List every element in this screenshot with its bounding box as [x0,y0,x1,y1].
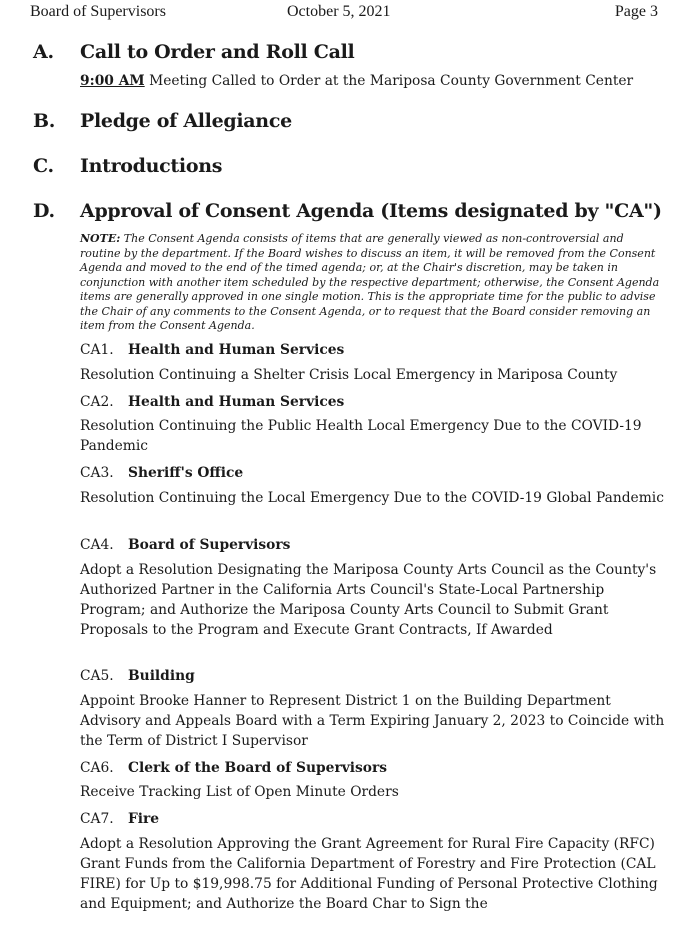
item-department: Building [128,668,195,684]
item-department: Clerk of the Board of Supervisors [128,760,387,776]
item-number: CA6. [80,760,114,776]
header-board-name: Board of Supervisors [30,3,166,20]
consent-item-heading [80,760,387,776]
consent-agenda-note [80,232,660,334]
consent-item-description: Adopt a Resolution Approving the Grant Agreement for Rural Fire Capacity (RFC) Grant Funds from the California Department of Forestry and Fire Protection (CAL FIRE) for Up to $19,998.75 for Additional Funding of Personal Protective Clothing and Equipment; and Authorize the Board Char to Sign the [80,836,658,912]
item-number: CA5. [80,668,114,684]
consent-item-description: Resolution Continuing the Public Health Local Emergency Due to the COVID-19 Pandemic [80,418,642,454]
section-letter: C. [33,155,54,177]
consent-item-description: Appoint Brooke Hanner to Represent District 1 on the Building Department Advisory and Appeals Board with a Term Expiring January 2, 2023 to Coincide with the Term of District I Supervisor [80,693,665,749]
consent-item-description: Adopt a Resolution Designating the Mariposa County Arts Council as the County's Authorized Partner in the California Arts Council's State-Local Partnership Program; and Authorize the Mariposa County Arts Council to Submit Grant Proposals to the Program and Execute Grant Contracts, If Awarded [80,562,657,638]
meeting-time: 9:00 AM [80,73,145,89]
item-number: CA2. [80,394,114,410]
consent-item-heading [80,394,344,410]
consent-item-description: Resolution Continuing the Local Emergency Due to the COVID-19 Global Pandemic [80,490,664,506]
section-title: Introductions [80,155,223,177]
item-number: CA4. [80,537,114,553]
item-department: Fire [128,811,160,827]
header-date: October 5, 2021 [287,3,391,20]
consent-item-heading [80,668,195,684]
consent-item-heading [80,537,290,553]
item-department: Health and Human Services [128,342,345,358]
section-d-heading [33,200,662,222]
section-b-heading [33,110,292,132]
call-to-order-line [80,73,633,89]
section-title: Pledge of Allegiance [80,110,292,132]
section-a-heading [33,41,354,63]
item-number: CA1. [80,342,114,358]
section-letter: D. [33,200,55,222]
consent-item-description: Resolution Continuing a Shelter Crisis Local Emergency in Mariposa County [80,367,618,383]
item-department: Health and Human Services [128,394,345,410]
consent-item-heading [80,465,243,481]
section-c-heading [33,155,222,177]
section-letter: B. [33,110,56,132]
consent-item-heading [80,811,159,827]
call-to-order-text: Meeting Called to Order at the Mariposa County Government Center [144,73,634,89]
section-title: Call to Order and Roll Call [80,41,355,63]
item-number: CA7. [80,811,114,827]
section-letter: A. [33,41,54,63]
consent-item-heading [80,342,344,358]
item-department: Sheriff's Office [128,465,244,481]
item-number: CA3. [80,465,114,481]
header-page-number: Page 3 [614,3,658,20]
item-department: Board of Supervisors [128,537,291,553]
note-text: The Consent Agenda consists of items that are generally viewed as non-controversial and routine by the department. If the Board wishes to discuss an item, it will be removed from the Consent Agenda and moved to the end of the timed agenda; or, at the Chair's discretion, may be taken in conjunction with another item scheduled by the respective department; otherwise, the Consent Agenda items are generally approved in one single motion. This is the appropriate time for the public to advise the Chair of any comments to the Consent Agenda, or to request that the Board consider removing an item from the Consent Agenda. [80,232,660,332]
note-label: NOTE: [80,232,121,245]
consent-item-description: Receive Tracking List of Open Minute Orders [80,784,399,800]
section-title: Approval of Consent Agenda (Items designated by "CA") [80,200,662,222]
